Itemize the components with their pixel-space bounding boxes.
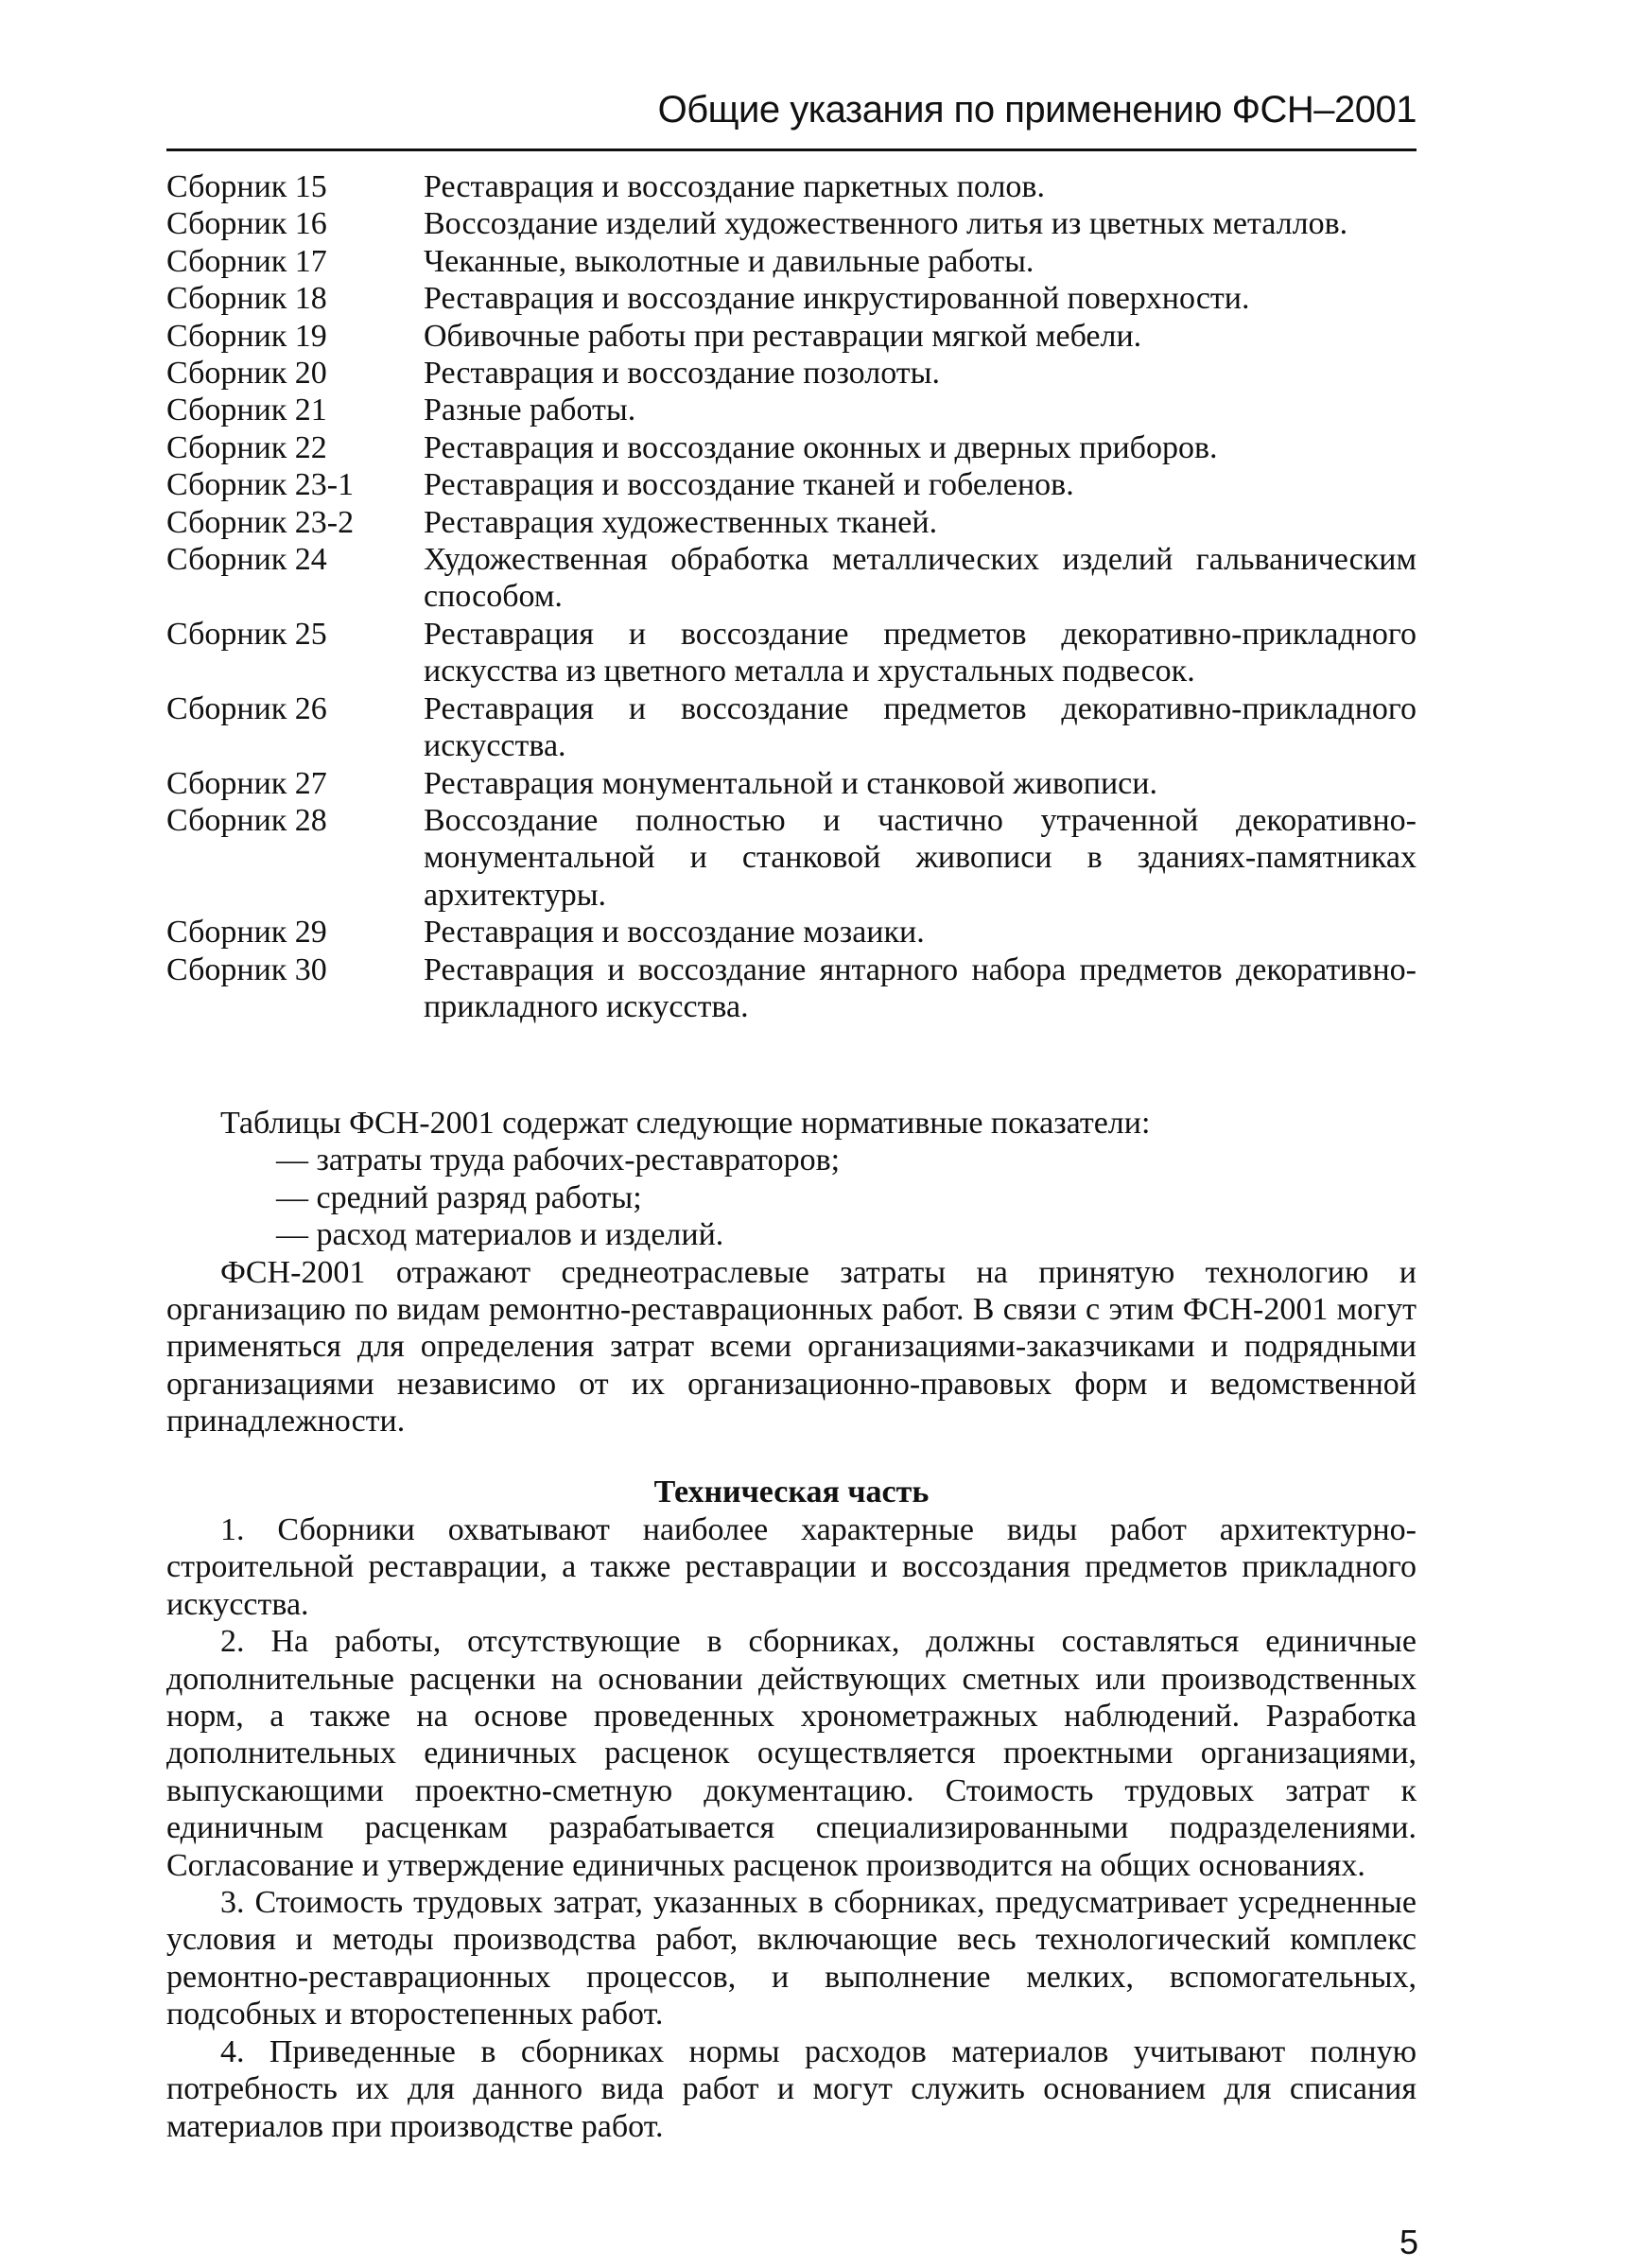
technical-paragraph: 4. Приведенные в сборниках нормы расходов материалов учитывают полную потребность их для данного вида работ и могут служить основанием для списания материалов при производстве работ.: [166, 2033, 1417, 2144]
collection-row: [166, 802, 1417, 914]
collection-name: Сборник 25: [166, 616, 327, 652]
technical-paragraph: 1. Сборники охватывают наиболее характерные виды работ архитектурно-строительной реставрации, а также реставрации и воссоздания предметов прикладного искусства.: [166, 1512, 1417, 1622]
collection-row: [166, 690, 1417, 765]
collection-name: Сборник 29: [166, 915, 327, 951]
collection-row: [166, 318, 1417, 355]
collection-desc: Реставрация и воссоздание инкрустированной поверхности.: [424, 281, 1250, 317]
collection-desc: Художественная обработка металлических изделий гальваническим способом.: [424, 542, 1417, 615]
collection-name: Сборник 23-2: [166, 504, 355, 540]
section-title: Техническая часть: [653, 1474, 930, 1509]
collection-name: Сборник 26: [166, 690, 327, 726]
collection-desc: Реставрация и воссоздание янтарного набора предметов декоративно-прикладного искусства.: [424, 951, 1417, 1024]
collection-name: Сборник 15: [166, 169, 327, 204]
collection-row: [166, 541, 1417, 616]
intro-item: — средний разряд работы;: [276, 1179, 642, 1215]
intro-lead: Таблицы ФСН-2001 содержат следующие нормативные показатели:: [220, 1106, 1151, 1141]
collection-row: [166, 243, 1417, 280]
collection-name: Сборник 23-1: [166, 467, 355, 503]
collection-desc: Разные работы.: [424, 393, 636, 428]
intro-section: [166, 1105, 1417, 1440]
collection-desc: Реставрация и воссоздание предметов декоративно-прикладного искусства из цветного металла и хрустальных подвесок.: [424, 616, 1417, 689]
collection-row: [166, 205, 1417, 242]
collection-desc: Реставрация и воссоздание позолоты.: [424, 356, 940, 392]
collection-name: Сборник 28: [166, 802, 327, 838]
intro-item: — затраты труда рабочих-реставраторов;: [276, 1143, 841, 1178]
collection-row: [166, 355, 1417, 392]
collection-name: Сборник 20: [166, 356, 327, 392]
collection-name: Сборник 27: [166, 765, 327, 801]
intro-paragraph: ФСН-2001 отражают среднеотраслевые затраты на принятую технологию и организацию по видам ремонтно-реставрационных работ. В связи с этим ФСН-2001 могут применяться для определения затрат всеми организациями-заказчиками и подрядными организациями независимо от их организационно-правовых форм и ведомственной принадлежности.: [166, 1254, 1417, 1439]
collection-row: [166, 429, 1417, 466]
technical-paragraph: 2. На работы, отсутствующие в сборниках, должны составляться единичные дополнительные расценки на основании действующих сметных или производственных норм, а также на основе проведенных хронометражных наблюдений. Разработка дополнительных единичных расценок осуществляется проектными организациями, выпускающими проектно-сметную документацию. Стоимость трудовых затрат к единичным расценкам разрабатывается специализированными подразделениями. Согласование и утверждение единичных расценок производится на общих основаниях.: [166, 1624, 1417, 1883]
collection-name: Сборник 19: [166, 318, 327, 354]
collection-desc: Реставрация монументальной и станковой живописи.: [424, 765, 1157, 801]
collection-row: [166, 765, 1417, 802]
collection-name: Сборник 18: [166, 281, 327, 317]
collection-row: [166, 504, 1417, 541]
collection-desc: Реставрация и воссоздание оконных и дверных приборов.: [424, 429, 1218, 465]
collection-desc: Воссоздание изделий художественного литья из цветных металлов.: [424, 206, 1348, 242]
collection-desc: Реставрация художественных тканей.: [424, 504, 938, 540]
collection-desc: Реставрация и воссоздание тканей и гобеленов.: [424, 467, 1074, 503]
collection-row: [166, 280, 1417, 317]
header-rule: [166, 148, 1417, 151]
intro-item: — расход материалов и изделий.: [276, 1217, 724, 1253]
collection-desc: Реставрация и воссоздание предметов декоративно-прикладного искусства.: [424, 690, 1417, 764]
collection-row: [166, 168, 1417, 205]
collection-name: Сборник 24: [166, 542, 327, 578]
collection-desc: Реставрация и воссоздание паркетных полов.: [424, 169, 1045, 204]
collections-list: [166, 168, 1417, 1025]
collection-row: [166, 466, 1417, 503]
collection-name: Сборник 17: [166, 243, 327, 279]
collection-desc: Чеканные, выколотные и давильные работы.: [424, 243, 1034, 279]
technical-paragraph: 3. Стоимость трудовых затрат, указанных в сборниках, предусматривает усредненные условия и методы производства работ, включающие весь технологический комплекс ремонтно-реставрационных процессов, и выполнение мелких, вспомогательных, подсобных и второстепенных работ.: [166, 1885, 1417, 2032]
collection-row: [166, 914, 1417, 951]
collection-name: Сборник 22: [166, 429, 327, 465]
collection-row: [166, 392, 1417, 428]
collection-desc: Воссоздание полностью и частично утраченной декоративно-монументальной и станковой живописи в зданиях-памятниках архитектуры.: [424, 802, 1417, 913]
collection-desc: Реставрация и воссоздание мозаики.: [424, 915, 925, 951]
technical-section: [166, 1474, 1417, 2145]
collection-name: Сборник 21: [166, 393, 327, 428]
collection-desc: Обивочные работы при реставрации мягкой мебели.: [424, 318, 1142, 354]
collection-name: Сборник 30: [166, 951, 327, 987]
page-number: 5: [1399, 2223, 1418, 2261]
collection-row: [166, 951, 1417, 1026]
collection-name: Сборник 16: [166, 206, 327, 242]
running-header: Общие указания по применению ФСН–2001: [657, 89, 1417, 131]
collection-row: [166, 616, 1417, 690]
